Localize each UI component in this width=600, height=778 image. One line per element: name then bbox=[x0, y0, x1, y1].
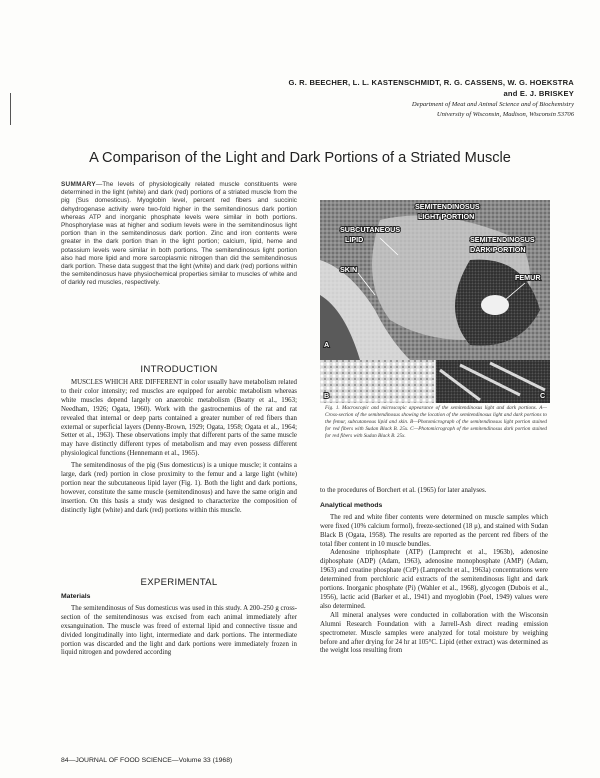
affiliation-line-2: University of Wisconsin, Madison, Wisconsin 53706 bbox=[436, 110, 574, 118]
label-semitendinosus-light: SEMITENDINOSUS bbox=[415, 202, 480, 211]
femur-bone bbox=[481, 295, 509, 315]
panel-b bbox=[320, 360, 435, 403]
analytical-methods-subheading: Analytical methods bbox=[320, 501, 383, 509]
article-title: A Comparison of the Light and Dark Portions of a Striated Muscle bbox=[89, 150, 511, 166]
summary bbox=[61, 181, 297, 288]
label-femur: FEMUR bbox=[515, 273, 541, 282]
label-panel-b: B bbox=[324, 391, 330, 400]
analytical-paragraph-1: The red and white fiber contents were determined on muscle samples which were fixed (10% calcium formol), freeze-sectioned (18 μ), and stained with Sudan Black B (Ogata, 1958). The results are reported as the percent red fibers of the total fiber content in 10 muscle bundles. bbox=[320, 513, 548, 548]
affiliation bbox=[244, 100, 574, 119]
experimental-heading: EXPERIMENTAL bbox=[140, 577, 218, 588]
figure-1-photograph bbox=[320, 200, 550, 403]
introduction-body bbox=[61, 379, 297, 516]
introduction-heading: INTRODUCTION bbox=[140, 364, 218, 375]
figure-caption: Fig. 1. Macroscopic and microscopic appearance of the semitendinosus light and dark portions. A—Cross-section of the semitendinosus showing the location of the semitendinosus light and dark portions to the femur, subcutaneous lipid and skin. B—Photomicrograph of the semitendinosus light portion stained for red fibers with Sudan Black B. 25x. C—Photomicrograph of the semitendinosus dark portion stained for red fibers with Sudan Black B. 25x. bbox=[325, 405, 547, 440]
continuation-text: to the procedures of Borchert et al. (1965) for later analyses. bbox=[320, 487, 487, 494]
summary-text: —The levels of physiologically related muscle constituents were determined in the light (white) and dark (red) portions of a striated muscle from the pig (Sus domesticus). Myoglobin level, percent red fibers and succinic dehydrogenase activity were two-fold higher in the semitendinosus dark portion whereas ATP and inorganic phosphate levels were similar in both portions. Phosphorylase was at higher and sodium levels were in the semitendinosus light portion than in the semitendinosus dark portion. Zinc and iron contents were greater in the dark portion than in the light portion; calcium, lipid, heme and potassium levels were similar in both portions. The semitendinosus light portion also had more lipid and more sarcoplasmic nitrogen than did the semitendinosus dark portion. These data suggest that the light (white) and dark (red) portions within the semitendinosus have physiochemical properties similar to muscles of white and of darkly red muscles, respectively. bbox=[61, 181, 297, 287]
label-semitendinosus-dark: SEMITENDINOSUS bbox=[470, 235, 535, 244]
authors-line-1: G. R. BEECHER, L. L. KASTENSCHMIDT, R. G. CASSENS, W. G. HOEKSTRA bbox=[288, 78, 574, 87]
label-skin: SKIN bbox=[340, 265, 358, 274]
label-panel-c: C bbox=[540, 391, 546, 400]
experimental-body bbox=[61, 593, 297, 658]
right-column-body bbox=[320, 487, 548, 656]
page-footer: 84—JOURNAL OF FOOD SCIENCE—Volume 33 (1968) bbox=[61, 757, 233, 764]
analytical-paragraph-3: All mineral analyses were conducted in collaboration with the Wisconsin Alumni Research Foundation with a Jarrell-Ash direct reading emission spectrometer. Muscle samples were analyzed for total moisture by weighing before and after drying for 24 hr at 105°C. Lipid (ether extract) was determined as the weight loss resulting from bbox=[320, 611, 548, 655]
introduction-paragraph-2: The semitendinosus of the pig (Sus domesticus) is a unique muscle; it contains a large, dark (red) portion in close proximity to the femur and a large light (white) portion near the subcutaneous lipid layer (Fig. 1). Both the light and dark portions, however, constitute the same muscle (semitendinosus) and have the same origin and insertion. On this basis a study was designed to characterize the composition of distinctly light (white) and dark (red) portions within this muscle. bbox=[61, 462, 297, 514]
margin-mark bbox=[10, 93, 11, 125]
materials-subheading: Materials bbox=[61, 593, 91, 600]
affiliation-line-1: Department of Meat and Animal Science and of Biochemistry bbox=[411, 101, 574, 108]
label-subcutaneous: SUBCUTANEOUS bbox=[340, 225, 401, 234]
materials-paragraph: The semitendinosus of Sus domesticus was used in this study. A 200–250 g cross-section of the semitendinosus was excised from each animal immediately after exsanguination. The muscle was freed of external lipid and connective tissue and divided longitudinally into light, intermediate and dark portions. The intermediate portion was discarded and the light and dark portions were immediately frozen in liquid nitrogen and powdered according bbox=[61, 604, 297, 657]
label-lipid: LIPID bbox=[345, 235, 364, 244]
authors bbox=[214, 77, 574, 99]
label-light-portion: LIGHT PORTION bbox=[418, 212, 475, 221]
summary-lead: SUMMARY bbox=[61, 181, 96, 188]
authors-line-2: and E. J. BRISKEY bbox=[503, 89, 574, 98]
introduction-paragraph-1: MUSCLES WHICH ARE DIFFERENT in color usually have metabolism related to their color intensity; red muscles are equipped for aerobic metabolism whereas white muscles depend largely on anaerobic metabolism (Beatty et al., 1963; Needham, 1926; Ogata, 1960). Work with the gastrocnemius of the rat and rat revealed that internal or deep parts contained a greater number of red fibers than external or superficial layers (Denny-Brown, 1929; Ogata, 1958; Ogata et al., 1964; Setter et al., 1963). These observations imply that different parts of the same muscle may have distinctly different types of metabolism and may even possess different physiological functions (Hennemann et al., 1965). bbox=[61, 379, 297, 458]
label-panel-a: A bbox=[324, 340, 330, 349]
label-dark-portion: DARK PORTION bbox=[470, 245, 526, 254]
analytical-paragraph-2: Adenosine triphosphate (ATP) (Lamprecht et al., 1963b), adenosine diphosphate (ADP) (Adam, 1963), adenosine monophosphate (AMP) (Adam, 1963) and creatine phosphate (CrP) (Lamprecht et al., 1963a) concentrations were determined from perchloric acid extracts of the semitendinosus light and dark portions. Inorganic phosphate (Pi) (Wahler et al., 1968), glycogen (Dubois et al., 1956), lactic acid (Barker et al., 1941) and myoglobin (Poel, 1949) values were also determined. bbox=[320, 549, 548, 610]
